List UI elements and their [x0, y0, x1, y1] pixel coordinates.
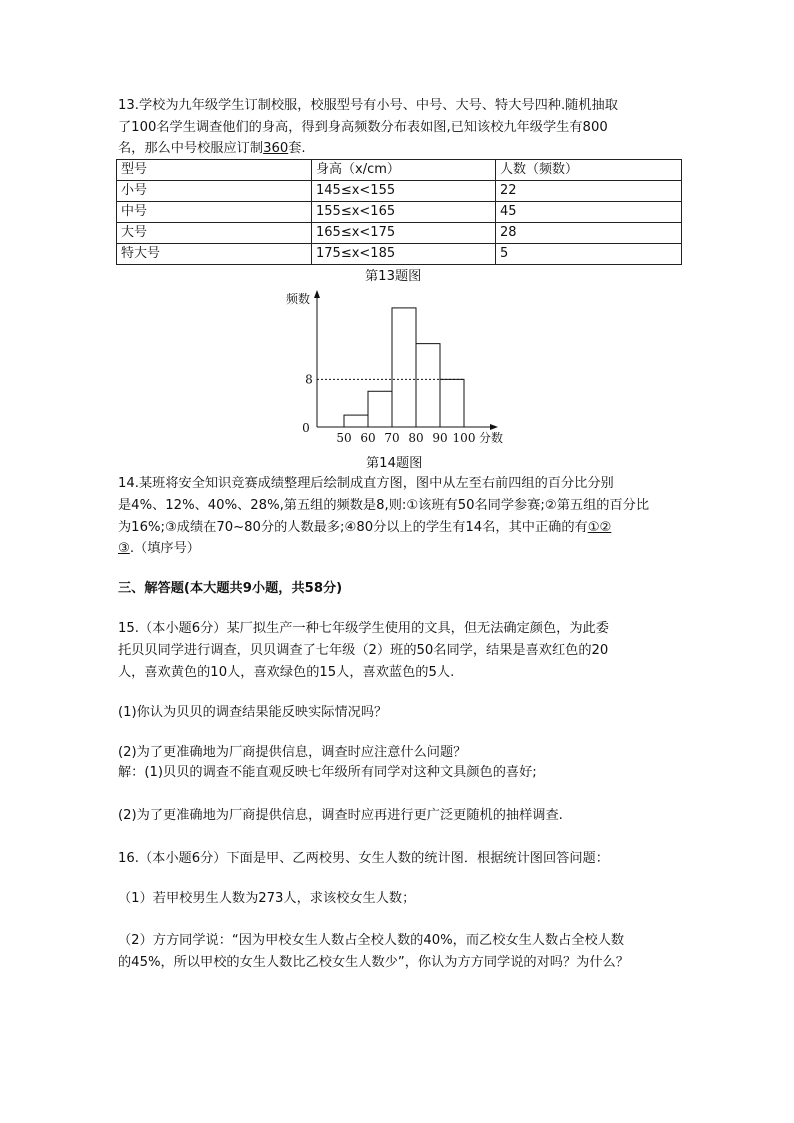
q13-line-3-end: 套. [288, 141, 306, 156]
table-header-cell: 身高（x/cm） [312, 160, 496, 181]
table-cell: 中号 [117, 202, 312, 223]
table-cell: 5 [496, 244, 682, 265]
q14-line-4 [118, 539, 688, 559]
x-tick-label: 60 [360, 431, 376, 445]
q15-line-1: 15.（本小题6分）某厂拟生产一种七年级学生使用的文具，但无法确定颜色，为此委 [118, 621, 609, 636]
q15-answer-1: 解：(1)贝贝的调查不能直观反映七年级所有同学对这种文具颜色的喜好; [118, 765, 537, 780]
q14-answer-part-2: ③ [118, 541, 130, 556]
histogram-bar-90-100 [440, 379, 464, 427]
q14-line-4-text: .（填序号） [129, 541, 200, 556]
x-tick-label: 80 [408, 431, 424, 445]
table-cell: 145≤x<155 [312, 181, 496, 202]
q16-sub-question-1: （1）若甲校男生人数为273人，求该校女生人数； [118, 891, 416, 906]
x-tick-label: 50 [336, 431, 352, 445]
origin-label: 0 [302, 421, 310, 435]
histogram-bar-80-90 [416, 344, 440, 427]
x-tick-label: 100 [452, 431, 476, 445]
histogram-bar-50-60 [344, 415, 368, 427]
table-row [117, 181, 682, 202]
height-frequency-table [116, 159, 682, 265]
q14-line-3-text: 为16%;③成绩在70~80分的人数最多;④80分以上的学生有14名，其中正确的有 [118, 520, 588, 535]
table-cell: 22 [496, 181, 682, 202]
table-cell: 小号 [117, 181, 312, 202]
y-axis-label: 频数 [286, 292, 311, 306]
score-histogram [276, 286, 516, 448]
q15-sub-question-2: (2)为了更准确地为厂商提供信息，调查时应注意什么问题？ [118, 745, 467, 760]
histogram-bar-70-80 [392, 308, 416, 427]
q14-line-1: 14.某班将安全知识竞赛成绩整理后绘制成直方图，图中从左至右前四组的百分比分别 [118, 476, 614, 491]
x-axis-arrow [490, 424, 498, 430]
x-tick-label: 90 [432, 431, 448, 445]
x-tick-label: 70 [384, 431, 400, 445]
q15-line-2: 托贝贝同学进行调查，贝贝调查了七年级（2）班的50名同学，结果是喜欢红色的20 [118, 643, 609, 658]
x-axis-label: 分数 [479, 431, 504, 445]
q14-caption: 第14题图 [366, 456, 423, 471]
y-axis-arrow [314, 290, 320, 298]
q14-line-2: 是4%、12%、40%、28%,第五组的频数是8,则:①该班有50名同学参赛;②第五组的百分比 [118, 498, 650, 513]
table-cell: 特大号 [117, 244, 312, 265]
table-cell: 45 [496, 202, 682, 223]
q16-sub-question-2-line-1: （2）方方同学说：“因为甲校女生人数占全校人数的40%，而乙校女生人数占全校人数 [118, 933, 625, 948]
table-row [117, 202, 682, 223]
table-cell: 155≤x<165 [312, 202, 496, 223]
table-header-row [117, 160, 682, 181]
q15-answer-2: (2)为了更准确地为厂商提供信息，调查时应再进行更广泛更随机的抽样调查. [118, 808, 563, 823]
table-row [117, 244, 682, 265]
histogram-bar-60-70 [368, 391, 392, 427]
table-cell: 175≤x<185 [312, 244, 496, 265]
table-header-cell: 型号 [117, 160, 312, 181]
table-cell: 165≤x<175 [312, 223, 496, 244]
table-cell: 大号 [117, 223, 312, 244]
q16-sub-question-2-line-2: 的45%，所以甲校的女生人数比乙校女生人数少”，你认为方方同学说的对吗？为什么？ [118, 955, 629, 970]
q13-line-1: 13.学校为九年级学生订制校服，校服型号有小号、中号、大号、特大号四种.随机抽取 [118, 98, 618, 113]
q13-answer: 360 [263, 141, 289, 156]
q13-caption: 第13题图 [365, 269, 422, 284]
section-3-heading: 三、解答题(本大题共9小题，共58分) [118, 581, 343, 596]
q15-line-3: 人，喜欢黄色的10人，喜欢绿色的15人，喜欢蓝色的5人. [118, 665, 455, 680]
q15-sub-question-1: (1)你认为贝贝的调查结果能反映实际情况吗？ [118, 705, 388, 720]
q14-line-3 [118, 518, 688, 538]
q14-answer-part-1: ①② [587, 520, 612, 535]
table-cell: 28 [496, 223, 682, 244]
q13-line-3-text: 名，那么中号校服应订制 [118, 141, 264, 156]
q13-line-3 [118, 139, 688, 159]
table-row [117, 223, 682, 244]
q16-line-1: 16.（本小题6分）下面是甲、乙两校男、女生人数的统计图．根据统计图回答问题： [118, 851, 609, 866]
table-header-cell: 人数（频数） [496, 160, 682, 181]
y-tick-label-8: 8 [305, 372, 313, 387]
q13-line-2: 了100名学生调查他们的身高，得到身高频数分布表如图,已知该校九年级学生有800 [118, 120, 608, 135]
